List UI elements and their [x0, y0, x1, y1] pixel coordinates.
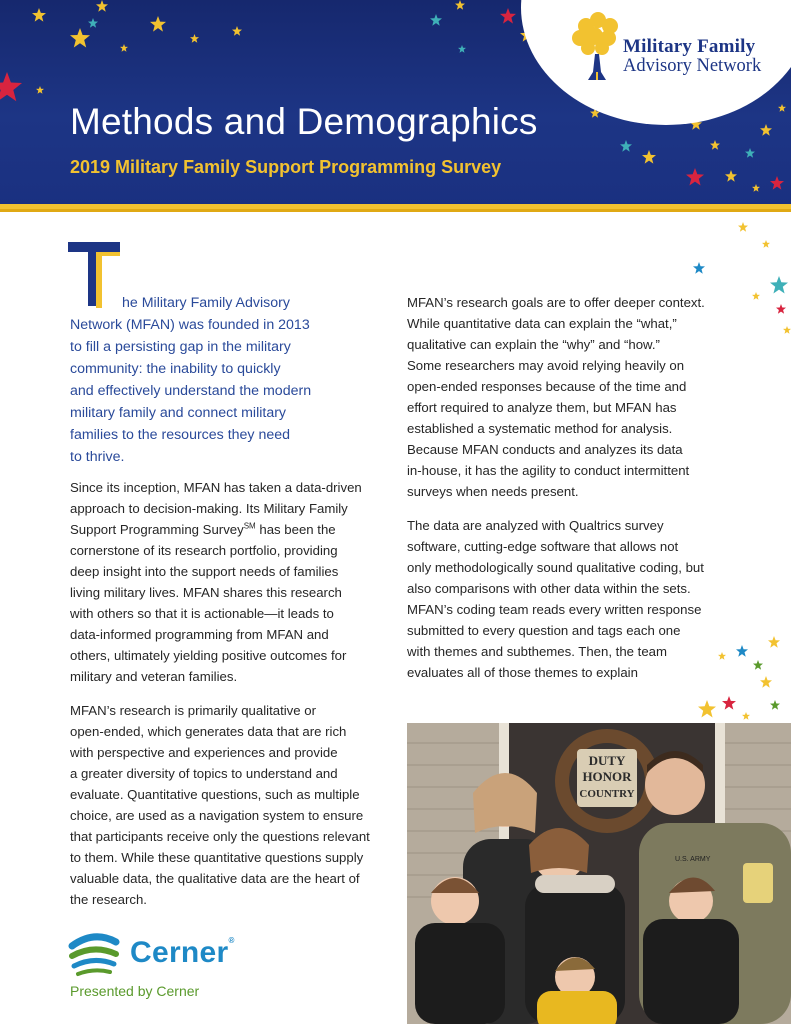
star-icon	[686, 168, 704, 186]
text-line: that participants receive only the questions relevant	[70, 829, 370, 844]
text-line	[70, 519, 390, 540]
star-icon	[32, 8, 46, 22]
mfan-logo[interactable]	[568, 10, 783, 82]
text-line: submitted to every question and tags each one	[407, 623, 681, 638]
cerner-wordmark	[130, 936, 235, 970]
photo-illustration	[407, 723, 791, 1024]
text-line: living military lives. MFAN shares this research	[70, 585, 342, 600]
mfan-tree-logo	[568, 10, 626, 82]
intro-line: military family and connect military	[70, 405, 287, 421]
text-line: While quantitative data can explain the “what,”	[407, 316, 677, 331]
paragraph-research-goals	[407, 292, 727, 502]
sign-line-1: DUTY	[588, 753, 626, 768]
star-icon	[725, 170, 737, 182]
text-line: also comparisons with other data within the sets.	[407, 581, 691, 596]
text-line: with perspective and experiences and provide	[70, 745, 338, 760]
intro-paragraph	[70, 292, 370, 468]
text-line: effort required to analyze them, but MFAN has	[407, 400, 677, 415]
intro-line: Network (MFAN) was founded in 2013	[70, 317, 310, 333]
trademark: ®	[228, 936, 235, 945]
text-line: cornerstone of its research portfolio, providing	[70, 543, 338, 558]
star-icon	[770, 176, 784, 190]
star-icon	[430, 14, 442, 26]
org-name-line1: Military Family	[623, 36, 756, 57]
text-fragment: Support Programming Survey	[70, 522, 244, 537]
text-line: military and veteran families.	[70, 669, 238, 684]
text-line: open-ended, which generates data that are rich	[70, 724, 347, 739]
org-name-line2: Advisory Network	[623, 56, 762, 76]
star-icon	[738, 222, 748, 232]
text-line: The data are analyzed with Qualtrics survey	[407, 518, 664, 533]
intro-line: families to the resources they need	[70, 427, 291, 443]
text-line: the research.	[70, 892, 147, 907]
text-line: qualitative can explain the “why” and “how.”	[407, 337, 660, 352]
star-icon	[745, 148, 755, 158]
star-icon	[620, 140, 632, 152]
banner-gold-rule	[0, 204, 791, 212]
paragraph-data-analysis	[407, 515, 727, 683]
name-tape: U.S. ARMY	[675, 856, 711, 863]
star-icon	[710, 140, 720, 150]
text-line: only methodologically sound qualitative coding, but	[407, 560, 704, 575]
star-icon	[736, 645, 748, 657]
cerner-word: Cerner	[130, 936, 229, 969]
text-line: established a systematic method for analysis.	[407, 421, 673, 436]
star-icon	[742, 712, 750, 720]
text-line: MFAN’s research is primarily qualitative or	[70, 703, 316, 718]
star-icon	[232, 26, 242, 36]
star-icon	[752, 184, 760, 192]
text-line: MFAN’s research goals are to offer deeper context.	[407, 295, 705, 310]
star-icon	[768, 636, 780, 648]
text-line: MFAN’s coding team reads every written response	[407, 602, 702, 617]
star-icon	[642, 150, 656, 164]
paragraph-inception	[70, 477, 390, 687]
star-icon	[96, 0, 108, 12]
text-line: valuable data, the qualitative data are the heart of	[70, 871, 360, 886]
intro-line: and effectively understand the modern	[70, 383, 312, 399]
star-icon	[753, 660, 763, 670]
page-subtitle: 2019 Military Family Support Programming Survey	[70, 157, 502, 177]
star-icon	[693, 262, 705, 274]
text-line: choice, are used as a navigation system to ensure	[70, 808, 364, 823]
star-icon	[762, 240, 770, 248]
sign-line-2: HONOR	[582, 769, 632, 784]
star-icon	[500, 8, 516, 24]
star-icon	[150, 16, 166, 32]
text-line: deep insight into the support needs of families	[70, 564, 339, 579]
text-line: with others so that it is actionable—it leads to	[70, 606, 334, 621]
intro-line: to fill a persisting gap in the military	[70, 339, 291, 355]
text-line: evaluates all of those themes to explain	[407, 665, 638, 680]
intro-line: he Military Family Advisory	[122, 295, 290, 311]
star-icon	[70, 28, 90, 48]
star-icon	[783, 326, 791, 334]
text-line: data-informed programming from MFAN and	[70, 627, 329, 642]
star-icon	[770, 700, 780, 710]
service-mark: SM	[243, 521, 256, 531]
star-icon	[120, 44, 128, 52]
star-icon	[778, 104, 786, 112]
star-icon	[36, 86, 44, 94]
star-icon	[752, 292, 760, 300]
text-line: software, cutting-edge software that allows not	[407, 539, 679, 554]
cerner-logo[interactable]	[68, 928, 268, 988]
text-line: Since its inception, MFAN has taken a data-driven	[70, 480, 362, 495]
header-banner	[0, 0, 791, 212]
star-icon	[722, 696, 736, 710]
text-line: to them. While these quantitative questions supply	[70, 850, 364, 865]
intro-line: to thrive.	[70, 449, 125, 465]
star-icon	[760, 124, 772, 136]
text-line: Some researchers may avoid relying heavily on	[407, 358, 685, 373]
text-line: Because MFAN conducts and analyzes its data	[407, 442, 683, 457]
star-icon	[698, 700, 716, 718]
text-line: surveys when needs present.	[407, 484, 579, 499]
page-title: Methods and Demographics	[70, 101, 538, 142]
presented-by: Presented by Cerner	[70, 983, 200, 999]
text-line: a greater diversity of topics to understand and	[70, 766, 338, 781]
text-line: others, ultimately yielding positive outcomes for	[70, 648, 347, 663]
star-icon	[455, 0, 465, 10]
text-line: open-ended responses because of the time and	[407, 379, 687, 394]
text-line: evaluate. Quantitative questions, such as multiple	[70, 787, 360, 802]
star-icon	[770, 276, 788, 294]
family-photo	[407, 723, 791, 1024]
star-icon	[760, 676, 772, 688]
text-line: with themes and subthemes. Then, the team	[407, 644, 667, 659]
paragraph-qualitative	[70, 700, 390, 910]
cerner-logo-icon	[68, 932, 120, 978]
text-fragment: has been the	[255, 522, 336, 537]
star-icon	[0, 72, 22, 102]
text-line: in-house, it has the agility to conduct intermittent	[407, 463, 690, 478]
star-icon	[190, 34, 199, 43]
text-line: approach to decision-making. Its Military Family	[70, 501, 348, 516]
sign-line-3: COUNTRY	[579, 788, 635, 800]
intro-line: community: the inability to quickly	[70, 361, 281, 377]
star-icon	[776, 304, 786, 314]
star-icon	[458, 45, 466, 53]
star-icon	[88, 18, 98, 28]
